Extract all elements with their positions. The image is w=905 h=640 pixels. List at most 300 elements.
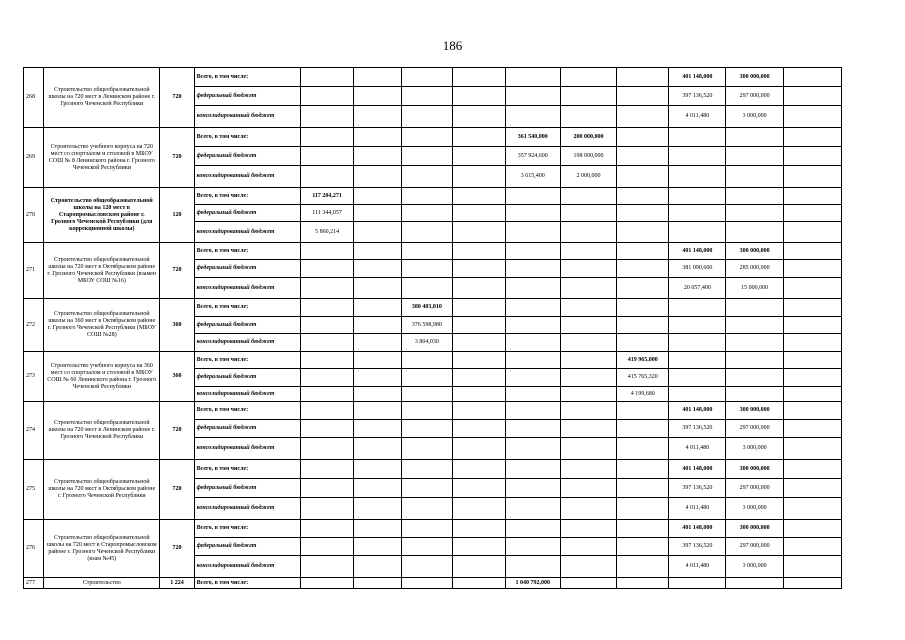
value-cell — [505, 556, 560, 578]
value-cell — [354, 260, 402, 278]
value-cell — [402, 498, 452, 520]
value-cell — [560, 334, 616, 352]
value-cell — [354, 556, 402, 578]
value-cell — [617, 317, 669, 334]
value-cell — [783, 578, 841, 589]
value-cell — [300, 147, 353, 166]
value-cell — [452, 460, 505, 479]
value-cell: 415 765,320 — [617, 369, 669, 387]
value-cell — [560, 106, 616, 128]
funding-label-federal: федеральный бюджет — [194, 147, 300, 166]
value-cell — [617, 106, 669, 128]
funding-label-federal: федеральный бюджет — [194, 369, 300, 387]
value-cell — [452, 520, 505, 538]
value-cell — [560, 420, 616, 438]
value-cell: 3 000,000 — [726, 106, 783, 128]
value-cell — [669, 299, 726, 317]
value-cell — [560, 317, 616, 334]
value-cell — [783, 479, 841, 498]
value-cell — [783, 87, 841, 106]
value-cell — [354, 87, 402, 106]
funding-label-consolidated: консолидированный бюджет — [194, 166, 300, 188]
funding-label-total: Всего, в том числе: — [194, 299, 300, 317]
value-cell: 111 344,057 — [300, 205, 353, 222]
value-cell — [354, 538, 402, 556]
value-cell — [783, 387, 841, 402]
value-cell: 419 965,000 — [617, 352, 669, 369]
value-cell — [300, 387, 353, 402]
value-cell — [560, 556, 616, 578]
value-cell — [354, 334, 402, 352]
value-cell — [783, 352, 841, 369]
value-cell — [300, 420, 353, 438]
value-cell — [505, 420, 560, 438]
value-cell — [617, 299, 669, 317]
value-cell: 117 204,271 — [300, 188, 353, 205]
value-cell — [505, 278, 560, 299]
value-cell — [505, 352, 560, 369]
value-cell — [617, 68, 669, 87]
value-cell — [560, 578, 616, 589]
value-cell — [560, 538, 616, 556]
value-cell: 4 011,480 — [669, 438, 726, 460]
value-cell — [617, 243, 669, 260]
value-cell: 285 000,000 — [726, 260, 783, 278]
value-cell — [354, 68, 402, 87]
value-cell: 297 000,000 — [726, 420, 783, 438]
value-cell — [617, 188, 669, 205]
value-cell — [726, 299, 783, 317]
value-cell — [452, 556, 505, 578]
value-cell: 3 000,000 — [726, 438, 783, 460]
value-cell — [617, 438, 669, 460]
value-cell — [300, 520, 353, 538]
value-cell — [560, 87, 616, 106]
value-cell — [726, 166, 783, 188]
value-cell — [617, 498, 669, 520]
object-name: Строительство общеобразовательной школы на 720 мест в Ленинском районе г. Грозного Чеченской Республики — [44, 68, 160, 128]
value-cell — [783, 334, 841, 352]
value-cell — [783, 420, 841, 438]
value-cell — [505, 479, 560, 498]
page-number: 186 — [442, 38, 463, 53]
value-cell — [452, 438, 505, 460]
value-cell — [354, 369, 402, 387]
value-cell — [560, 205, 616, 222]
value-cell — [669, 166, 726, 188]
value-cell — [783, 188, 841, 205]
table-body — [24, 68, 842, 589]
value-cell — [560, 299, 616, 317]
value-cell: 300 000,000 — [726, 243, 783, 260]
value-cell — [402, 387, 452, 402]
value-cell — [402, 166, 452, 188]
value-cell: 380 403,010 — [402, 299, 452, 317]
value-cell — [726, 188, 783, 205]
value-cell — [669, 205, 726, 222]
value-cell — [402, 520, 452, 538]
value-cell — [402, 479, 452, 498]
value-cell — [300, 438, 353, 460]
value-cell — [300, 578, 353, 589]
value-cell: 381 090,600 — [669, 260, 726, 278]
value-cell — [452, 278, 505, 299]
value-cell — [505, 498, 560, 520]
value-cell — [560, 520, 616, 538]
value-cell: 300 000,000 — [726, 520, 783, 538]
value-cell — [300, 87, 353, 106]
value-cell — [505, 205, 560, 222]
value-cell: 297 000,000 — [726, 479, 783, 498]
funding-label-federal: федеральный бюджет — [194, 538, 300, 556]
value-cell — [452, 205, 505, 222]
value-cell — [505, 387, 560, 402]
value-cell — [354, 438, 402, 460]
value-cell — [300, 68, 353, 87]
value-cell — [354, 166, 402, 188]
value-cell — [354, 420, 402, 438]
value-cell: 300 000,000 — [726, 68, 783, 87]
value-cell — [617, 222, 669, 243]
table-row — [24, 243, 842, 260]
value-cell — [300, 352, 353, 369]
value-cell — [402, 188, 452, 205]
value-cell — [300, 369, 353, 387]
value-cell — [617, 260, 669, 278]
value-cell: 401 148,000 — [669, 402, 726, 420]
value-cell — [300, 317, 353, 334]
value-cell — [617, 278, 669, 299]
value-cell — [560, 278, 616, 299]
value-cell — [726, 205, 783, 222]
object-name: Строительство общеобразовательной школы на 720 мест в Ленинском районе г. Грозного Чеченской Республики — [44, 402, 160, 460]
value-cell — [402, 147, 452, 166]
value-cell: 300 000,000 — [726, 402, 783, 420]
value-cell — [560, 438, 616, 460]
value-cell: 376 598,980 — [402, 317, 452, 334]
value-cell — [783, 317, 841, 334]
value-cell — [452, 402, 505, 420]
funding-label-total: Всего, в том числе: — [194, 520, 300, 538]
value-cell: 401 148,000 — [669, 243, 726, 260]
value-cell — [402, 538, 452, 556]
funding-label-federal: федеральный бюджет — [194, 87, 300, 106]
value-cell — [354, 128, 402, 147]
value-cell — [617, 479, 669, 498]
table-row — [24, 128, 842, 147]
value-cell — [452, 222, 505, 243]
value-cell — [505, 243, 560, 260]
value-cell: 397 136,520 — [669, 420, 726, 438]
value-cell: 300 000,000 — [726, 460, 783, 479]
value-cell — [669, 128, 726, 147]
capacity: 720 — [160, 460, 194, 520]
value-cell — [300, 556, 353, 578]
value-cell — [726, 317, 783, 334]
funding-label-consolidated: консолидированный бюджет — [194, 556, 300, 578]
value-cell — [726, 147, 783, 166]
value-cell — [726, 334, 783, 352]
value-cell — [505, 402, 560, 420]
value-cell: 4 011,480 — [669, 498, 726, 520]
funding-label-total: Всего, в том числе: — [194, 578, 300, 589]
value-cell — [560, 222, 616, 243]
value-cell — [560, 387, 616, 402]
row-number: 277 — [24, 578, 44, 589]
object-name: Строительство учебного корпуса на 720 мест со спортзалом и столовой в МБОУ СОШ № 8 Ленинского района г. Грозного Чеченской Республики — [44, 128, 160, 188]
table-row — [24, 68, 842, 87]
value-cell: 3 000,000 — [726, 556, 783, 578]
funding-label-consolidated: консолидированный бюджет — [194, 498, 300, 520]
value-cell — [505, 68, 560, 87]
value-cell — [726, 352, 783, 369]
object-name: Строительство общеобразовательной школы на 720 мест в Октябрьском районе г. Грозного Чеченской Республики (взамен МБОУ СОШ №16) — [44, 243, 160, 299]
capacity: 720 — [160, 128, 194, 188]
value-cell — [354, 520, 402, 538]
funding-label-consolidated: консолидированный бюджет — [194, 387, 300, 402]
funding-label-total: Всего, в том числе: — [194, 68, 300, 87]
capacity: 720 — [160, 243, 194, 299]
value-cell — [452, 128, 505, 147]
row-number: 270 — [24, 188, 44, 243]
value-cell: 4 011,480 — [669, 556, 726, 578]
value-cell — [560, 68, 616, 87]
funding-label-federal: федеральный бюджет — [194, 317, 300, 334]
value-cell — [783, 520, 841, 538]
value-cell — [354, 317, 402, 334]
table-row — [24, 520, 842, 538]
value-cell — [402, 420, 452, 438]
value-cell — [402, 460, 452, 479]
value-cell — [783, 556, 841, 578]
value-cell — [452, 106, 505, 128]
value-cell — [402, 352, 452, 369]
value-cell: 5 860,214 — [300, 222, 353, 243]
value-cell — [402, 438, 452, 460]
value-cell — [300, 166, 353, 188]
value-cell — [452, 538, 505, 556]
value-cell — [300, 498, 353, 520]
value-cell — [354, 479, 402, 498]
value-cell — [452, 260, 505, 278]
value-cell — [402, 106, 452, 128]
value-cell — [354, 243, 402, 260]
funding-label-total: Всего, в том числе: — [194, 352, 300, 369]
funding-label-federal: федеральный бюджет — [194, 260, 300, 278]
value-cell — [669, 317, 726, 334]
value-cell — [617, 556, 669, 578]
value-cell — [505, 87, 560, 106]
value-cell — [783, 106, 841, 128]
table-row — [24, 578, 842, 589]
value-cell — [669, 578, 726, 589]
value-cell — [452, 420, 505, 438]
value-cell — [783, 260, 841, 278]
value-cell — [505, 460, 560, 479]
funding-label-total: Всего, в том числе: — [194, 460, 300, 479]
value-cell — [300, 538, 353, 556]
funding-label-federal: федеральный бюджет — [194, 479, 300, 498]
value-cell — [726, 369, 783, 387]
value-cell — [452, 578, 505, 589]
capacity: 720 — [160, 68, 194, 128]
value-cell — [354, 352, 402, 369]
value-cell — [505, 520, 560, 538]
value-cell — [452, 317, 505, 334]
funding-label-consolidated: консолидированный бюджет — [194, 222, 300, 243]
row-number: 274 — [24, 402, 44, 460]
value-cell — [300, 479, 353, 498]
value-cell — [354, 460, 402, 479]
value-cell — [783, 460, 841, 479]
value-cell — [783, 222, 841, 243]
value-cell — [617, 166, 669, 188]
object-name: Строительство — [44, 578, 160, 589]
value-cell — [783, 147, 841, 166]
funding-label-total: Всего, в том числе: — [194, 188, 300, 205]
value-cell — [669, 334, 726, 352]
value-cell — [354, 387, 402, 402]
funding-label-consolidated: консолидированный бюджет — [194, 438, 300, 460]
value-cell — [300, 106, 353, 128]
value-cell — [402, 278, 452, 299]
value-cell — [452, 387, 505, 402]
value-cell — [402, 402, 452, 420]
value-cell — [300, 278, 353, 299]
value-cell: 401 148,000 — [669, 68, 726, 87]
table-row — [24, 402, 842, 420]
value-cell — [402, 205, 452, 222]
value-cell: 397 136,520 — [669, 538, 726, 556]
value-cell — [505, 538, 560, 556]
value-cell — [300, 128, 353, 147]
value-cell — [783, 243, 841, 260]
value-cell: 3 000,000 — [726, 498, 783, 520]
funding-label-total: Всего, в том числе: — [194, 128, 300, 147]
value-cell — [783, 128, 841, 147]
value-cell — [617, 578, 669, 589]
value-cell — [505, 299, 560, 317]
value-cell — [726, 128, 783, 147]
value-cell — [354, 205, 402, 222]
value-cell — [300, 260, 353, 278]
value-cell — [505, 438, 560, 460]
value-cell — [402, 68, 452, 87]
value-cell: 15 000,000 — [726, 278, 783, 299]
value-cell — [402, 222, 452, 243]
value-cell — [560, 260, 616, 278]
value-cell — [560, 352, 616, 369]
value-cell: 357 924,600 — [505, 147, 560, 166]
value-cell — [505, 317, 560, 334]
value-cell — [452, 352, 505, 369]
value-cell — [354, 578, 402, 589]
value-cell — [402, 260, 452, 278]
value-cell — [617, 420, 669, 438]
value-cell — [300, 402, 353, 420]
value-cell — [560, 460, 616, 479]
value-cell — [505, 260, 560, 278]
value-cell — [783, 438, 841, 460]
row-number: 269 — [24, 128, 44, 188]
value-cell — [505, 334, 560, 352]
value-cell — [783, 205, 841, 222]
value-cell — [669, 352, 726, 369]
value-cell — [452, 147, 505, 166]
value-cell — [452, 68, 505, 87]
value-cell — [452, 479, 505, 498]
value-cell: 4 199,680 — [617, 387, 669, 402]
table-row — [24, 299, 842, 317]
funding-label-federal: федеральный бюджет — [194, 205, 300, 222]
value-cell — [560, 498, 616, 520]
value-cell — [300, 243, 353, 260]
value-cell — [783, 166, 841, 188]
value-cell — [402, 128, 452, 147]
value-cell — [669, 188, 726, 205]
table-row — [24, 188, 842, 205]
value-cell — [452, 369, 505, 387]
value-cell — [402, 243, 452, 260]
value-cell — [617, 147, 669, 166]
value-cell: 4 011,480 — [669, 106, 726, 128]
value-cell: 397 136,520 — [669, 479, 726, 498]
value-cell — [452, 299, 505, 317]
capacity: 360 — [160, 299, 194, 352]
value-cell — [669, 147, 726, 166]
value-cell — [505, 369, 560, 387]
value-cell — [300, 299, 353, 317]
funding-label-total: Всего, в том числе: — [194, 243, 300, 260]
value-cell — [783, 278, 841, 299]
value-cell: 3 615,400 — [505, 166, 560, 188]
value-cell — [402, 369, 452, 387]
value-cell — [354, 498, 402, 520]
value-cell — [726, 387, 783, 402]
value-cell: 297 000,000 — [726, 538, 783, 556]
row-number: 272 — [24, 299, 44, 352]
value-cell — [354, 402, 402, 420]
value-cell: 297 000,000 — [726, 87, 783, 106]
value-cell — [354, 278, 402, 299]
value-cell — [617, 87, 669, 106]
value-cell: 20 057,400 — [669, 278, 726, 299]
value-cell: 397 136,520 — [669, 87, 726, 106]
value-cell — [452, 188, 505, 205]
value-cell — [560, 243, 616, 260]
value-cell — [505, 106, 560, 128]
value-cell — [354, 188, 402, 205]
capacity: 720 — [160, 520, 194, 578]
value-cell — [402, 87, 452, 106]
value-cell — [354, 222, 402, 243]
value-cell — [783, 369, 841, 387]
value-cell — [726, 222, 783, 243]
value-cell — [617, 128, 669, 147]
value-cell — [617, 520, 669, 538]
value-cell — [560, 479, 616, 498]
value-cell — [300, 460, 353, 479]
value-cell — [452, 334, 505, 352]
value-cell — [617, 402, 669, 420]
value-cell — [402, 578, 452, 589]
value-cell — [354, 299, 402, 317]
row-number: 273 — [24, 352, 44, 402]
funding-label-total: Всего, в том числе: — [194, 402, 300, 420]
value-cell — [300, 334, 353, 352]
value-cell: 2 000,000 — [560, 166, 616, 188]
capacity: 1 224 — [160, 578, 194, 589]
